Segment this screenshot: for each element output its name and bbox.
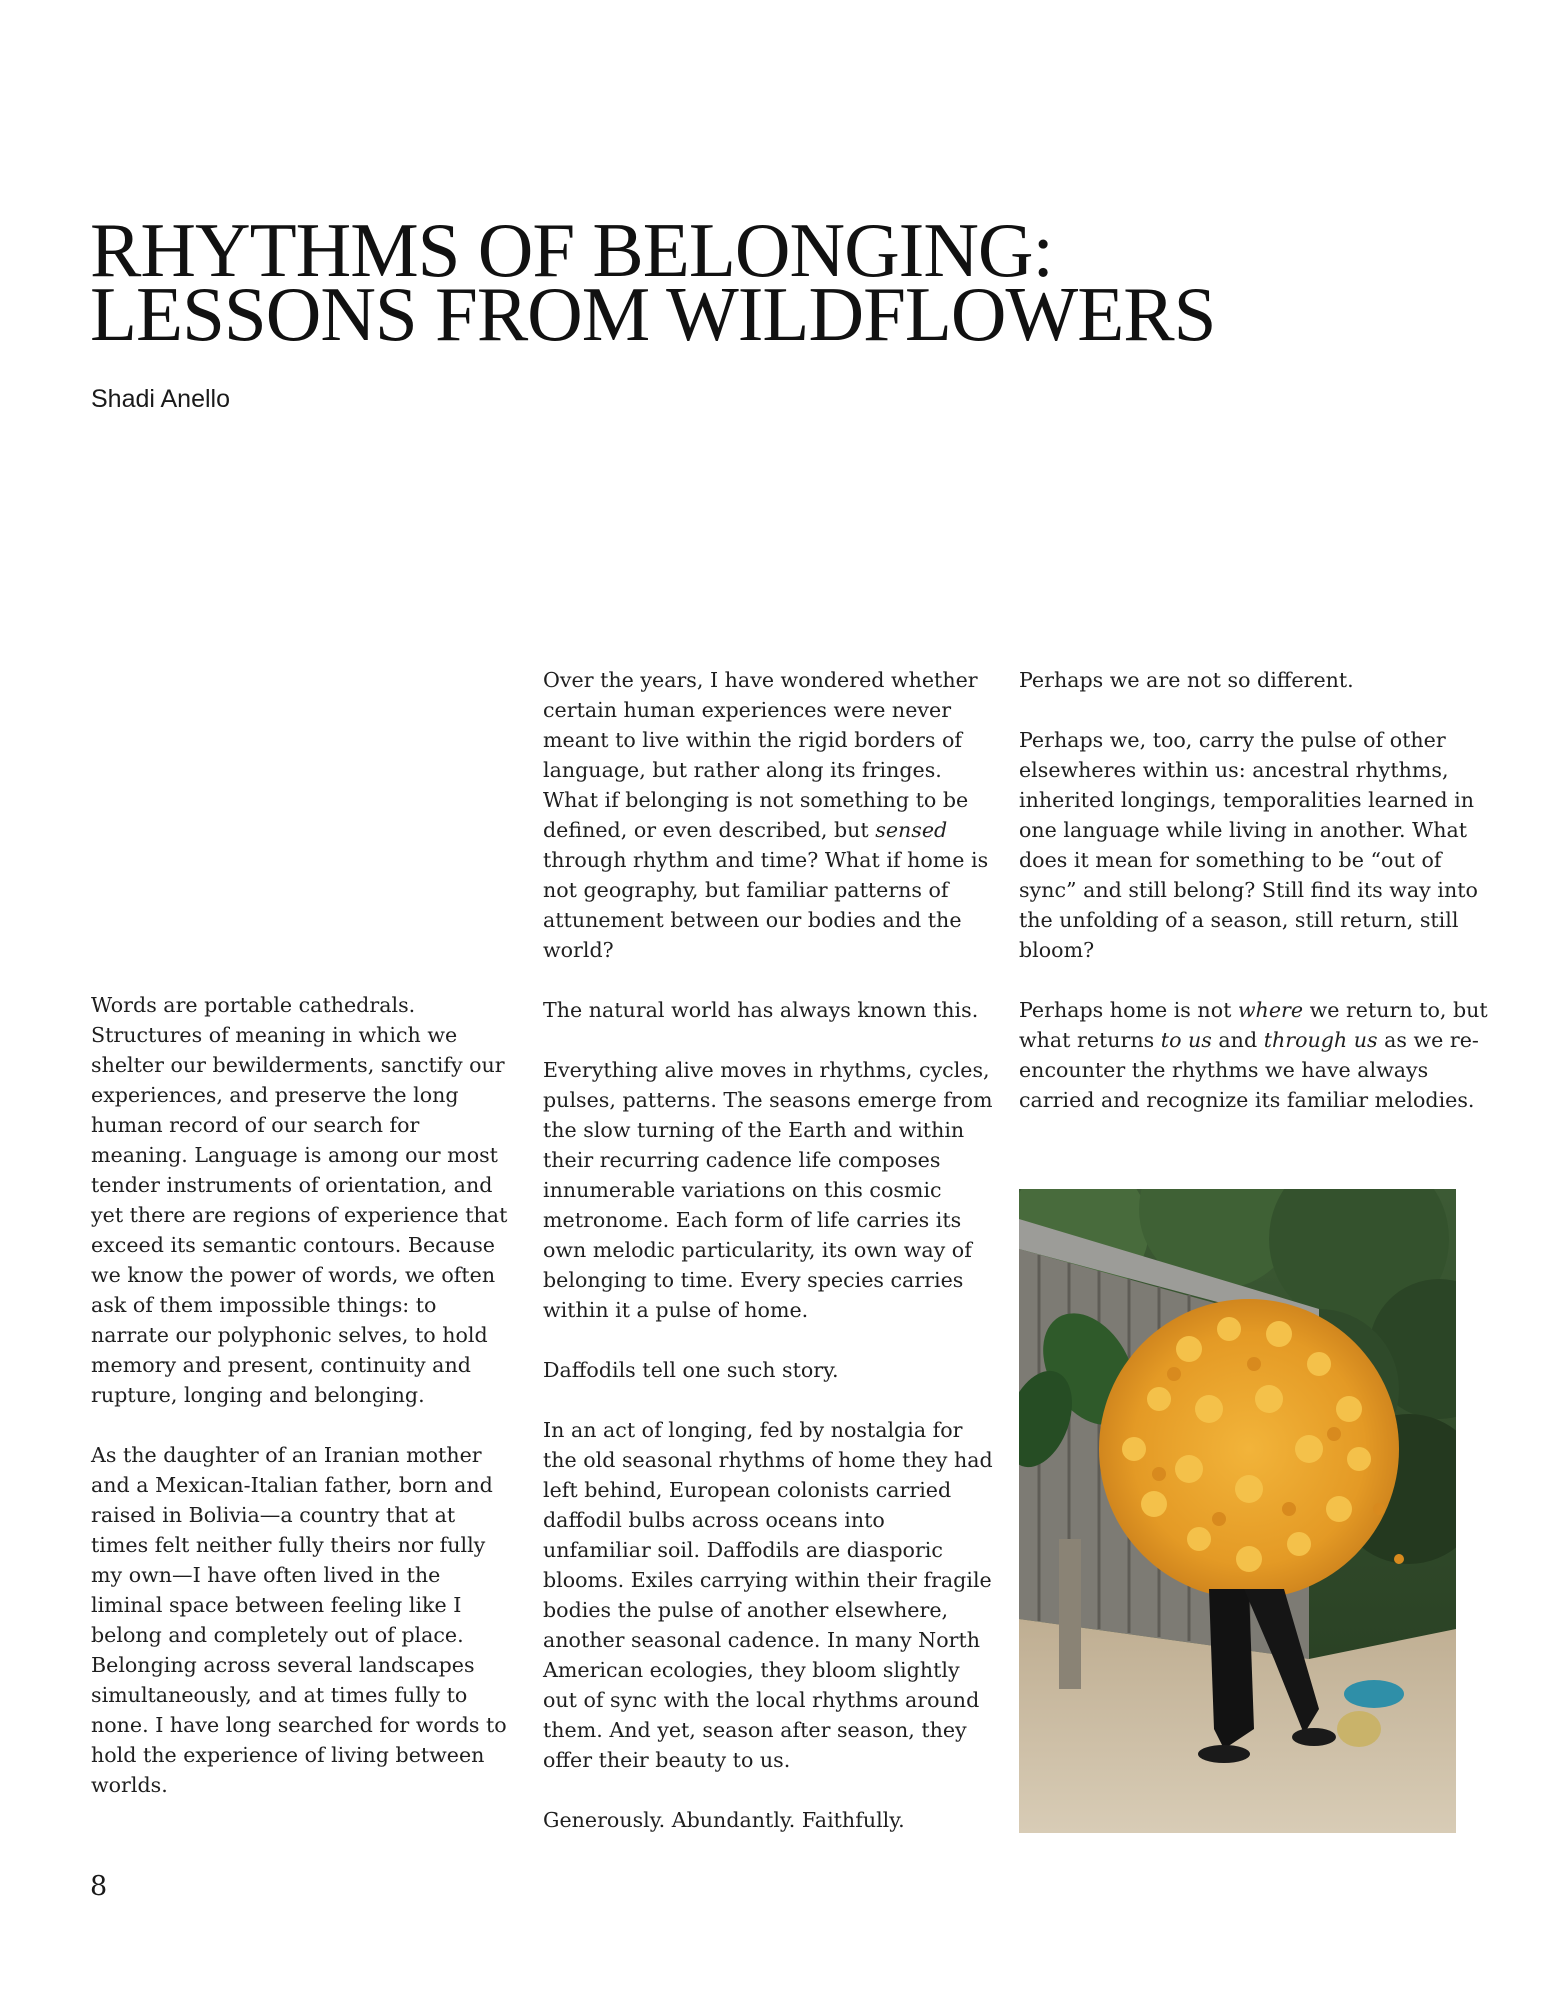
text-column-2 [543,665,998,1835]
text-run: we return to, but what returns [1019,998,1488,1052]
paragraph: The natural world has always known this. [543,998,979,1022]
text-column-3 [1019,665,1489,1115]
paragraph [543,665,998,965]
paragraph [1019,995,1489,1115]
paragraph: Generously. Abundantly. Faithfully. [543,1808,905,1832]
emphasis: where [1237,998,1304,1022]
paragraph: As the daughter of an Iranian mother and a Mexican-Italian father, born and raised in Bolivia—a country that at times felt neither fully theirs nor fully my own—I have often lived in the liminal space between feeling like I belong and completely out of place. Belonging across several landscapes simultaneously, and at times fully to none. I have long searched for words to hold the experience of living between worlds. [91,1443,507,1797]
emphasis: sensed [875,818,948,842]
article-author: Shadi Anello [91,385,231,413]
flower-bouquet-photo [1019,1189,1456,1833]
paragraph: Perhaps we are not so different. [1019,668,1354,692]
paragraph: Words are portable cathedrals. Structures of meaning in which we shelter our bewilderments, sanctify our experiences, and preserve the long human record of our search for meaning. Language is among our most tender instruments of orientation, and yet there are regions of experience that exceed its semantic contours. Because we know the power of words, we often ask of them impossible things: to narrate our polyphonic selves, to hold memory and present, continuity and rupture, longing and belonging. [91,993,508,1407]
text-run: Perhaps home is not [1019,998,1238,1022]
article-title [90,207,1216,357]
paragraph: In an act of longing, fed by nostalgia for the old seasonal rhythms of home they had left behind, European colonists carried daffodil bulbs across oceans into unfamiliar soil. Daffodils are diasporic blooms. Exiles carrying within their fragile bodies the pulse of another elsewhere, another seasonal cadence. In many North American ecologies, they bloom slightly out of sync with the local rhythms around them. And yet, season after season, they offer their beauty to us. [543,1418,993,1772]
text-column-1 [91,990,511,1800]
article-title-line-1: RHYTHMS OF BELONGING: [90,207,1053,293]
photo-illustration [1019,1189,1456,1833]
paragraph: Everything alive moves in rhythms, cycles, pulses, patterns. The seasons emerge from the slow turning of the Earth and within their recurring cadence life composes innumerable variations on this cosmic metronome. Each form of life carries its own melodic particularity, its own way of belonging to time. Every species carries within it a pulse of home. [543,1058,993,1322]
page-number: 8 [90,1871,108,1902]
emphasis: to us [1160,1028,1212,1052]
text-run: through rhythm and time? What if home is not geography, but familiar patterns of attunement between our bodies and the world? [543,848,989,962]
paragraph: Daffodils tell one such story. [543,1358,839,1382]
text-run: Over the years, I have wondered whether certain human experiences were never meant to live within the rigid borders of language, but rather along its fringes. What if belonging is not something to be defined, or even described, but [543,668,978,842]
emphasis: through us [1263,1028,1378,1052]
article-title-line-2: LESSONS FROM WILDFLOWERS [90,271,1216,357]
text-run: and [1211,1028,1264,1052]
paragraph: Perhaps we, too, carry the pulse of other elsewheres within us: ancestral rhythms, inherited longings, temporalities learned in one language while living in another. What does it mean for something to be “out of sync” and still belong? Still find its way into the unfolding of a season, still return, still bloom? [1019,728,1478,962]
text-run: as we re-encounter the rhythms we have always carried and recognize its familiar melodies. [1019,1028,1479,1112]
